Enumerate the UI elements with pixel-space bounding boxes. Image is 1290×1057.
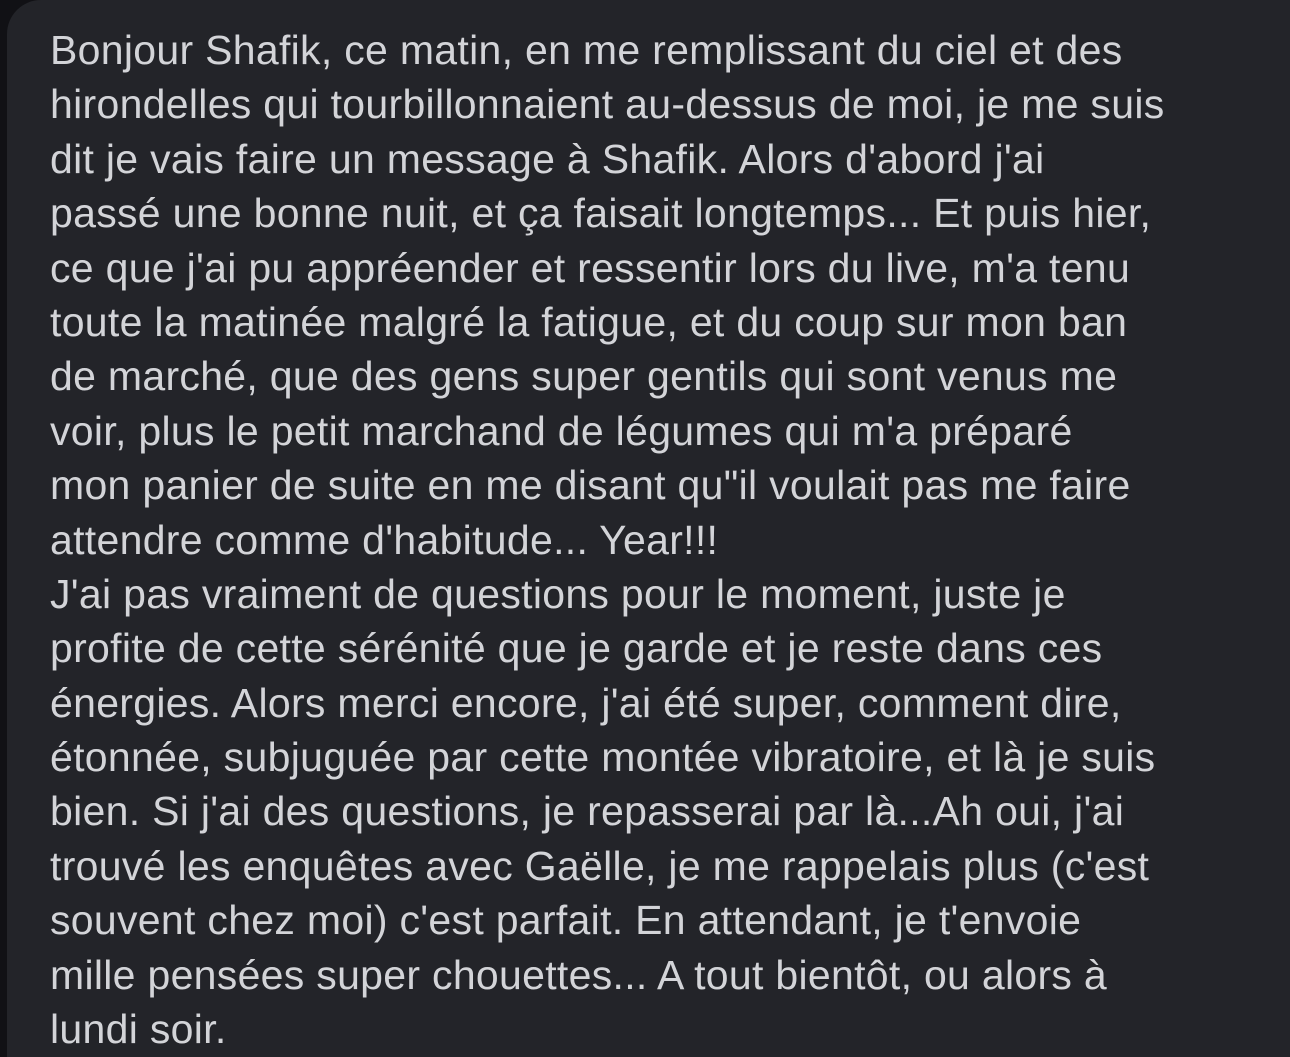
- message-line: toute la matinée malgré la fatigue, et du coup sur mon ban: [50, 298, 1128, 345]
- message-line: mille pensées super chouettes... A tout bientôt, ou alors à: [50, 951, 1108, 998]
- message-line: trouvé les enquêtes avec Gaëlle, je me rappelais plus (c'est: [50, 842, 1150, 889]
- message-line: J'ai pas vraiment de questions pour le moment, juste je: [50, 570, 1066, 617]
- message-line: bien. Si j'ai des questions, je repasserai par là...Ah oui, j'ai: [50, 788, 1125, 835]
- message-line: de marché, que des gens super gentils qui sont venus me: [50, 353, 1118, 400]
- message-line: souvent chez moi) c'est parfait. En attendant, je t'envoie: [50, 897, 1082, 944]
- message-line: voir, plus le petit marchand de légumes qui m'a préparé: [50, 407, 1073, 454]
- message-line: ce que j'ai pu appréender et ressentir lors du live, m'a tenu: [50, 244, 1131, 291]
- message-text: [50, 23, 1165, 1056]
- message-line: mon panier de suite en me disant qu"il voulait pas me faire: [50, 462, 1131, 509]
- message-line: passé une bonne nuit, et ça faisait longtemps... Et puis hier,: [50, 190, 1152, 237]
- message-line: Bonjour Shafik, ce matin, en me remplissant du ciel et des: [50, 27, 1123, 73]
- message-line: attendre comme d'habitude... Year!!!: [50, 516, 719, 563]
- message-line: dit je vais faire un message à Shafik. Alors d'abord j'ai: [50, 135, 1045, 182]
- message-panel: [7, 0, 1290, 1057]
- message-line: énergies. Alors merci encore, j'ai été super, comment dire,: [50, 679, 1122, 726]
- message-line: hirondelles qui tourbillonnaient au-dessus de moi, je me suis: [50, 81, 1165, 128]
- message-line: profite de cette sérénité que je garde et je reste dans ces: [50, 625, 1103, 672]
- message-line: lundi soir.: [50, 1006, 227, 1053]
- message-line: étonnée, subjuguée par cette montée vibratoire, et là je suis: [50, 734, 1156, 781]
